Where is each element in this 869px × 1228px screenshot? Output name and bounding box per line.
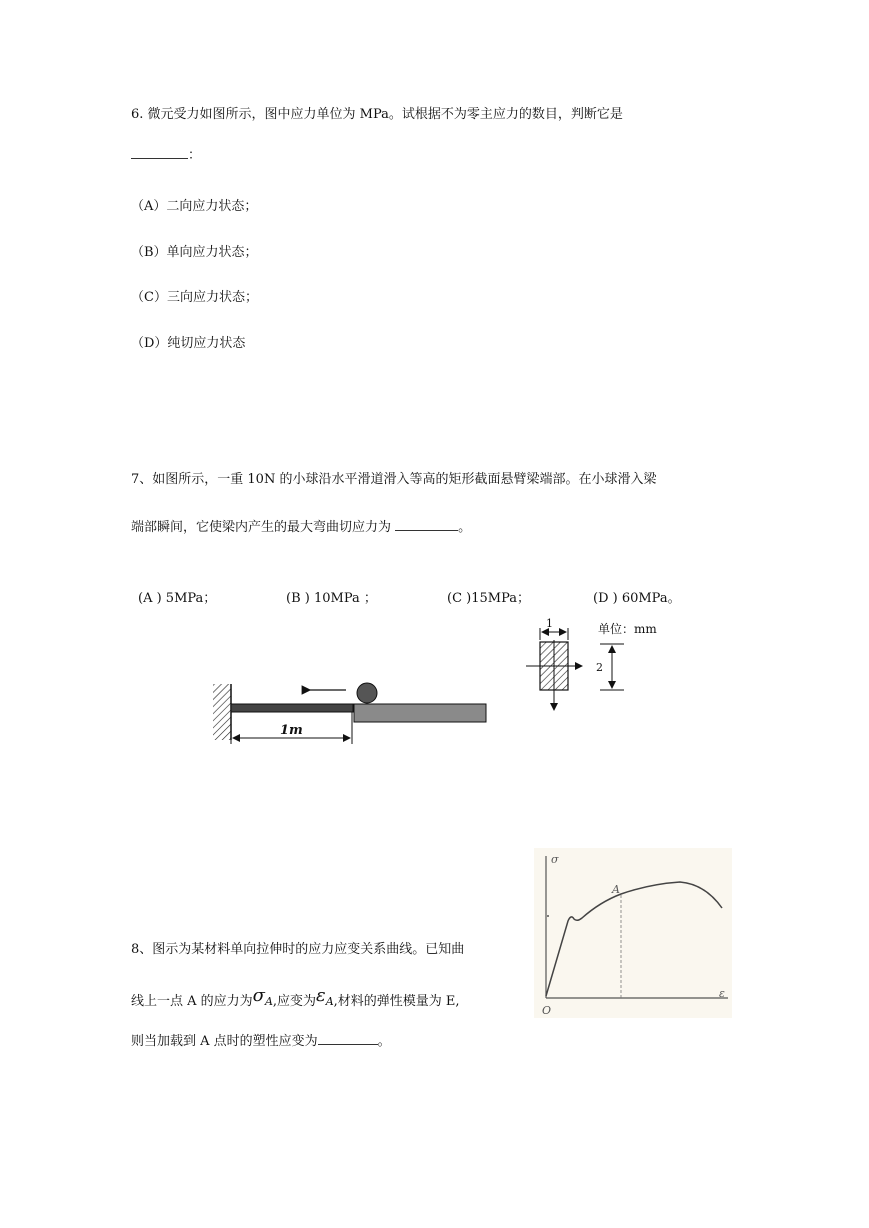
q6-line2 <box>131 146 201 165</box>
stress-strain-figure <box>534 848 732 1018</box>
q8-line1: 8、图示为某材料单向拉伸时的应力应变关系曲线。已知曲 <box>131 942 465 957</box>
fixed-wall <box>213 684 231 740</box>
y-axis-label: σ <box>551 853 559 866</box>
origin-label: O <box>542 1004 552 1017</box>
q8-line2-pre: 线上一点 A 的应力为 <box>131 994 253 1009</box>
cantilever-beam <box>231 704 353 712</box>
q7-line2-text: 端部瞬间，它使梁内产生的最大弯曲切应力为 <box>131 520 396 535</box>
length-label: 1m <box>280 723 303 738</box>
q6-option-b: （B）单向应力状态； <box>131 245 258 260</box>
q8-line3-end: 。 <box>377 1034 391 1049</box>
sigma-subscript: A <box>264 995 273 1008</box>
q6-text: 微元受力如图所示，图中应力单位为 MPa。试根据不为零主应力的数目，判断它是 <box>147 107 623 122</box>
epsilon-symbol: ε <box>316 985 326 1006</box>
q7-option-a: (A ) 5MPa； <box>138 591 217 606</box>
q8-answer-blank[interactable] <box>318 1032 378 1045</box>
q6-answer-blank[interactable] <box>131 146 188 159</box>
q6-option-a: （A）二向应力状态； <box>131 199 258 214</box>
epsilon-subscript: A <box>325 995 334 1008</box>
q6-option-d: （D）纯切应力状态 <box>131 336 246 351</box>
section-width-label: 1 <box>546 617 553 630</box>
cross-section <box>540 642 568 690</box>
q7-option-d: (D ) 60MPa。 <box>593 591 681 606</box>
x-axis-label: ε <box>719 987 725 1000</box>
q7-line1: 7、如图所示，一重 10N 的小球沿水平滑道滑入等高的矩形截面悬臂梁端部。在小球滑入梁 <box>131 472 657 487</box>
q6-line1 <box>131 106 623 124</box>
unit-label: 单位：mm <box>598 622 657 636</box>
ball <box>357 683 377 703</box>
q8-line2-post: ,材料的弹性模量为 E, <box>333 994 460 1009</box>
q7-line2 <box>131 518 471 537</box>
section-height-label: 2 <box>596 661 603 674</box>
q8-line2 <box>131 985 460 1011</box>
point-a-label: A <box>612 883 620 896</box>
slide-track <box>354 704 486 722</box>
q7-line2-end: 。 <box>458 520 472 535</box>
q7-option-c: (C )15MPa； <box>447 591 530 606</box>
q8-line3-text: 则当加载到 A 点时的塑性应变为 <box>131 1034 318 1049</box>
q6-colon: ： <box>188 148 202 163</box>
sigma-symbol: σ <box>252 985 265 1006</box>
q7-answer-blank[interactable] <box>395 518 458 531</box>
q8-line3 <box>131 1032 391 1051</box>
q7-option-b: (B ) 10MPa ； <box>286 591 377 606</box>
q6-option-c: （C）三向应力状态； <box>131 290 258 305</box>
q8-line2-mid: ,应变为 <box>272 994 317 1009</box>
q6-number: 6. <box>131 107 144 122</box>
